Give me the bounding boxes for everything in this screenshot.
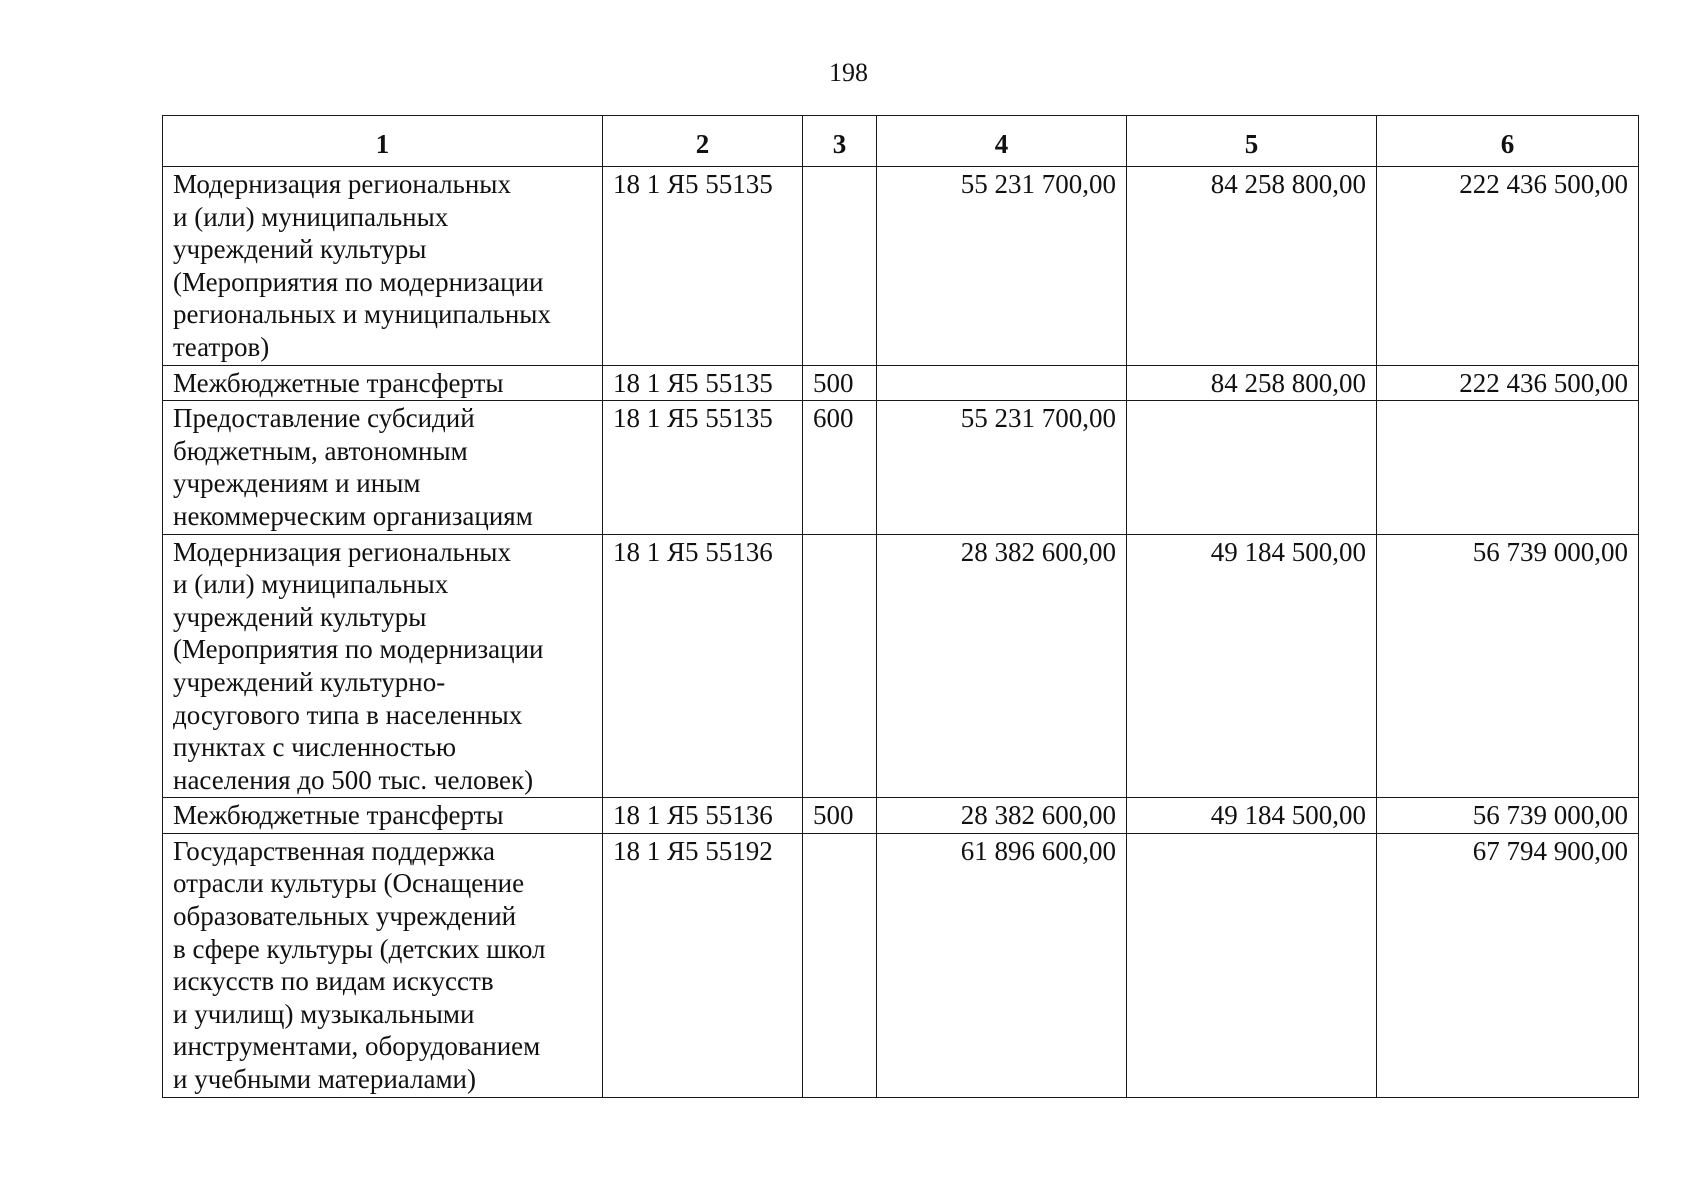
row-code-cell: 18 1 Я5 55135 bbox=[603, 401, 803, 534]
row-name-line: некоммерческим организациям bbox=[173, 500, 533, 531]
header-cell-6: 6 bbox=[1377, 116, 1639, 167]
row-type-cell bbox=[803, 833, 877, 1097]
header-cell-3: 3 bbox=[803, 116, 877, 167]
row-type-cell: 600 bbox=[803, 401, 877, 534]
row-name-cell bbox=[163, 401, 603, 534]
row-name-line: театров) bbox=[173, 331, 270, 362]
row-value-6-cell: 67 794 900,00 bbox=[1377, 833, 1639, 1097]
row-value-5-cell: 84 258 800,00 bbox=[1127, 365, 1377, 401]
row-name-line: и училищ) музыкальными bbox=[173, 998, 475, 1029]
row-name-line: в сфере культуры (детских школ bbox=[173, 933, 546, 964]
row-name-line: и (или) муниципальных bbox=[173, 569, 449, 600]
table-row bbox=[163, 167, 1639, 366]
row-name-line: Межбюджетные трансферты bbox=[173, 800, 504, 831]
row-value-6-cell: 56 739 000,00 bbox=[1377, 798, 1639, 834]
row-value-6-cell bbox=[1377, 401, 1639, 534]
row-value-4-cell: 28 382 600,00 bbox=[877, 798, 1127, 834]
table-body bbox=[163, 167, 1639, 1098]
row-value-5-cell: 84 258 800,00 bbox=[1127, 167, 1377, 366]
row-code-cell: 18 1 Я5 55192 bbox=[603, 833, 803, 1097]
row-name-line: отрасли культуры (Оснащение bbox=[173, 868, 525, 899]
row-name-line: инструментами, оборудованием bbox=[173, 1031, 541, 1062]
row-type-cell: 500 bbox=[803, 798, 877, 834]
row-name-line: пунктах с численностью bbox=[173, 732, 457, 763]
row-type-cell bbox=[803, 167, 877, 366]
row-name-line: Модернизация региональных bbox=[173, 536, 511, 567]
row-name-line: Предоставление субсидий bbox=[173, 403, 475, 434]
row-value-4-cell: 55 231 700,00 bbox=[877, 167, 1127, 366]
row-name-line: учреждений культуры bbox=[173, 601, 427, 632]
header-cell-5: 5 bbox=[1127, 116, 1377, 167]
row-name-line: и (или) муниципальных bbox=[173, 201, 449, 232]
row-name-line: Модернизация региональных bbox=[173, 169, 511, 199]
row-name-line: учреждений культурно- bbox=[173, 666, 446, 697]
table-row bbox=[163, 833, 1639, 1097]
row-name-line: Межбюджетные трансферты bbox=[173, 367, 504, 398]
row-name-cell bbox=[163, 365, 603, 401]
row-name-line: искусств по видам искусств bbox=[173, 966, 494, 997]
row-type-cell bbox=[803, 534, 877, 798]
table-row bbox=[163, 401, 1639, 534]
row-name-cell bbox=[163, 167, 603, 366]
row-name-line: и учебными материалами) bbox=[173, 1064, 476, 1095]
row-name-line: досугового типа в населенных bbox=[173, 699, 523, 730]
table-row bbox=[163, 798, 1639, 834]
row-name-line: учреждений культуры bbox=[173, 234, 427, 265]
row-name-line: населения до 500 тыс. человек) bbox=[173, 764, 534, 795]
table-row bbox=[163, 365, 1639, 401]
row-value-6-cell: 56 739 000,00 bbox=[1377, 534, 1639, 798]
row-name-line: (Мероприятия по модернизации bbox=[173, 634, 544, 665]
row-name-line: Государственная поддержка bbox=[173, 835, 495, 866]
header-cell-4: 4 bbox=[877, 116, 1127, 167]
row-value-6-cell: 222 436 500,00 bbox=[1377, 365, 1639, 401]
row-value-4-cell: 61 896 600,00 bbox=[877, 833, 1127, 1097]
row-value-5-cell: 49 184 500,00 bbox=[1127, 798, 1377, 834]
row-value-5-cell: 49 184 500,00 bbox=[1127, 534, 1377, 798]
header-cell-2: 2 bbox=[603, 116, 803, 167]
row-code-cell: 18 1 Я5 55136 bbox=[603, 534, 803, 798]
table-header bbox=[163, 116, 1639, 167]
budget-table bbox=[162, 115, 1639, 1098]
row-name-line: учреждениям и иным bbox=[173, 468, 421, 499]
row-value-4-cell: 55 231 700,00 bbox=[877, 401, 1127, 534]
row-code-cell: 18 1 Я5 55136 bbox=[603, 798, 803, 834]
row-value-4-cell bbox=[877, 365, 1127, 401]
row-code-cell: 18 1 Я5 55135 bbox=[603, 365, 803, 401]
row-name-cell bbox=[163, 833, 603, 1097]
page-number: 198 bbox=[829, 58, 868, 87]
row-name-line: региональных и муниципальных bbox=[173, 299, 551, 330]
row-value-5-cell bbox=[1127, 401, 1377, 534]
row-name-line: бюджетным, автономным bbox=[173, 435, 468, 466]
row-value-6-cell: 222 436 500,00 bbox=[1377, 167, 1639, 366]
table-row bbox=[163, 534, 1639, 798]
header-cell-1: 1 bbox=[163, 116, 603, 167]
row-name-cell bbox=[163, 534, 603, 798]
row-code-cell: 18 1 Я5 55135 bbox=[603, 167, 803, 366]
header-row bbox=[163, 116, 1639, 167]
row-name-cell bbox=[163, 798, 603, 834]
row-name-line: образовательных учреждений bbox=[173, 901, 517, 932]
row-value-5-cell bbox=[1127, 833, 1377, 1097]
row-name-line: (Мероприятия по модернизации bbox=[173, 266, 544, 297]
row-value-4-cell: 28 382 600,00 bbox=[877, 534, 1127, 798]
row-type-cell: 500 bbox=[803, 365, 877, 401]
